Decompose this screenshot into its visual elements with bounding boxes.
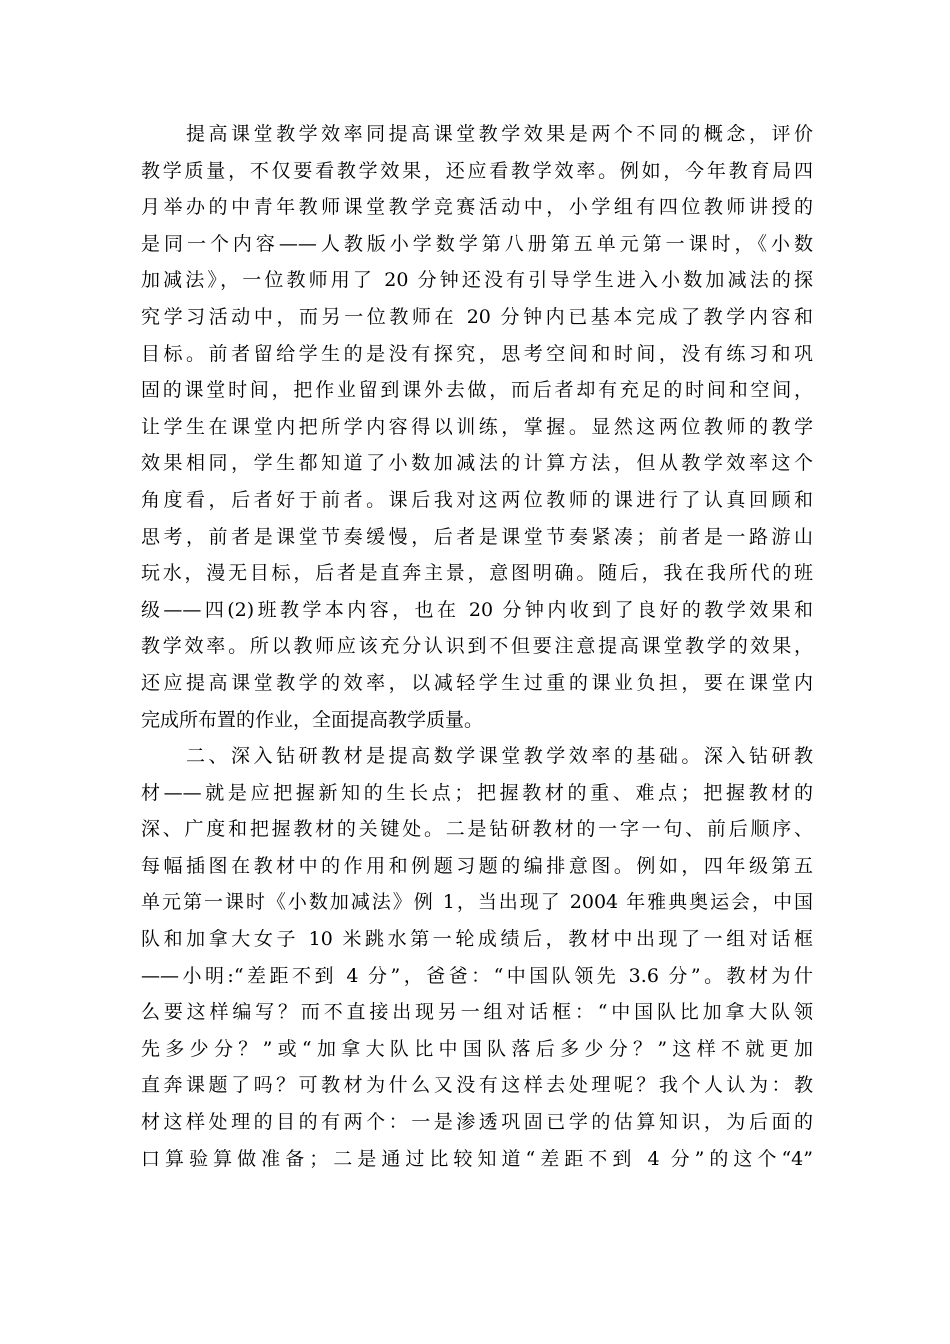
text-line: 材——就是应把握新知的生长点；把握教材的重、难点；把握教材的 (141, 781, 813, 804)
text-line: 月举办的中青年教师课堂教学竞赛活动中，小学组有四位教师讲授的 (141, 196, 813, 219)
text-line: 口算验算做准备；二是通过比较知道“差距不到 4 分”的这个“4” (141, 1147, 813, 1170)
text-line: 角度看，后者好于前者。课后我对这两位教师的课进行了认真回顾和 (141, 488, 813, 511)
text-line: 深、广度和把握教材的关键处。二是钻研教材的一字一句、前后顺序、 (141, 818, 813, 841)
paragraph-efficiency (141, 116, 813, 738)
text-line: 让学生在课堂内把所学内容得以训练，掌握。显然这两位教师的教学 (141, 415, 813, 438)
text-line: 还应提高课堂教学的效率，以减轻学生过重的课业负担，要在课堂内 (141, 671, 813, 694)
text-line: 加减法》，一位教师用了 20 分钟还没有引导学生进入小数加减法的探 (141, 269, 813, 292)
text-line: 级——四(2)班教学本内容，也在 20 分钟内收到了良好的教学效果和 (141, 598, 813, 621)
document-page (141, 116, 813, 1177)
text-line: 固的课堂时间，把作业留到课外去做，而后者却有充足的时间和空间， (141, 379, 813, 402)
text-line: 完成所布置的作业，全面提高教学质量。 (141, 708, 484, 731)
text-line: ——小明:“差距不到 4 分”，爸爸：“中国队领先 3.6 分”。教材为什 (141, 964, 813, 987)
text-line: 目标。前者留给学生的是没有探究，思考空间和时间，没有练习和巩 (141, 342, 813, 365)
text-line: 玩水，漫无目标，后者是直奔主景，意图明确。随后，我在我所代的班 (141, 562, 813, 585)
text-line: 二、深入钻研教材是提高数学课堂教学效率的基础。深入钻研教 (186, 745, 813, 768)
text-line: 队和加拿大女子 10 米跳水第一轮成绩后，教材中出现了一组对话框 (141, 928, 813, 951)
text-line: 材这样处理的目的有两个：一是渗透巩固已学的估算知识，为后面的 (141, 1111, 813, 1134)
text-line: 么要这样编写？而不直接出现另一组对话框：“中国队比加拿大队领 (141, 1001, 813, 1024)
text-line: 思考，前者是课堂节奏缓慢，后者是课堂节奏紧凑；前者是一路游山 (141, 525, 813, 548)
text-line: 效果相同，学生都知道了小数加减法的计算方法，但从教学效率这个 (141, 452, 813, 475)
text-line: 直奔课题了吗？可教材为什么又没有这样去处理呢？我个人认为：教 (141, 1074, 813, 1097)
text-line: 提高课堂教学效率同提高课堂教学效果是两个不同的概念，评价 (186, 123, 813, 145)
text-line: 究学习活动中，而另一位教师在 20 分钟内已基本完成了教学内容和 (141, 305, 813, 328)
paragraph-textbook-study (141, 738, 813, 1177)
text-line: 教学效率。所以教师应该充分认识到不但要注意提高课堂教学的效果， (141, 635, 813, 658)
text-line: 每幅插图在教材中的作用和例题习题的编排意图。例如，四年级第五 (141, 854, 813, 877)
text-line: 是同一个内容——人教版小学数学第八册第五单元第一课时，《小数 (141, 232, 813, 255)
text-line: 单元第一课时《小数加减法》例 1，当出现了 2004 年雅典奥运会，中国 (141, 891, 813, 914)
text-line: 教学质量，不仅要看教学效果，还应看教学效率。例如，今年教育局四 (141, 159, 813, 182)
text-line: 先多少分？”或“加拿大队比中国队落后多少分？”这样不就更加 (141, 1037, 813, 1060)
